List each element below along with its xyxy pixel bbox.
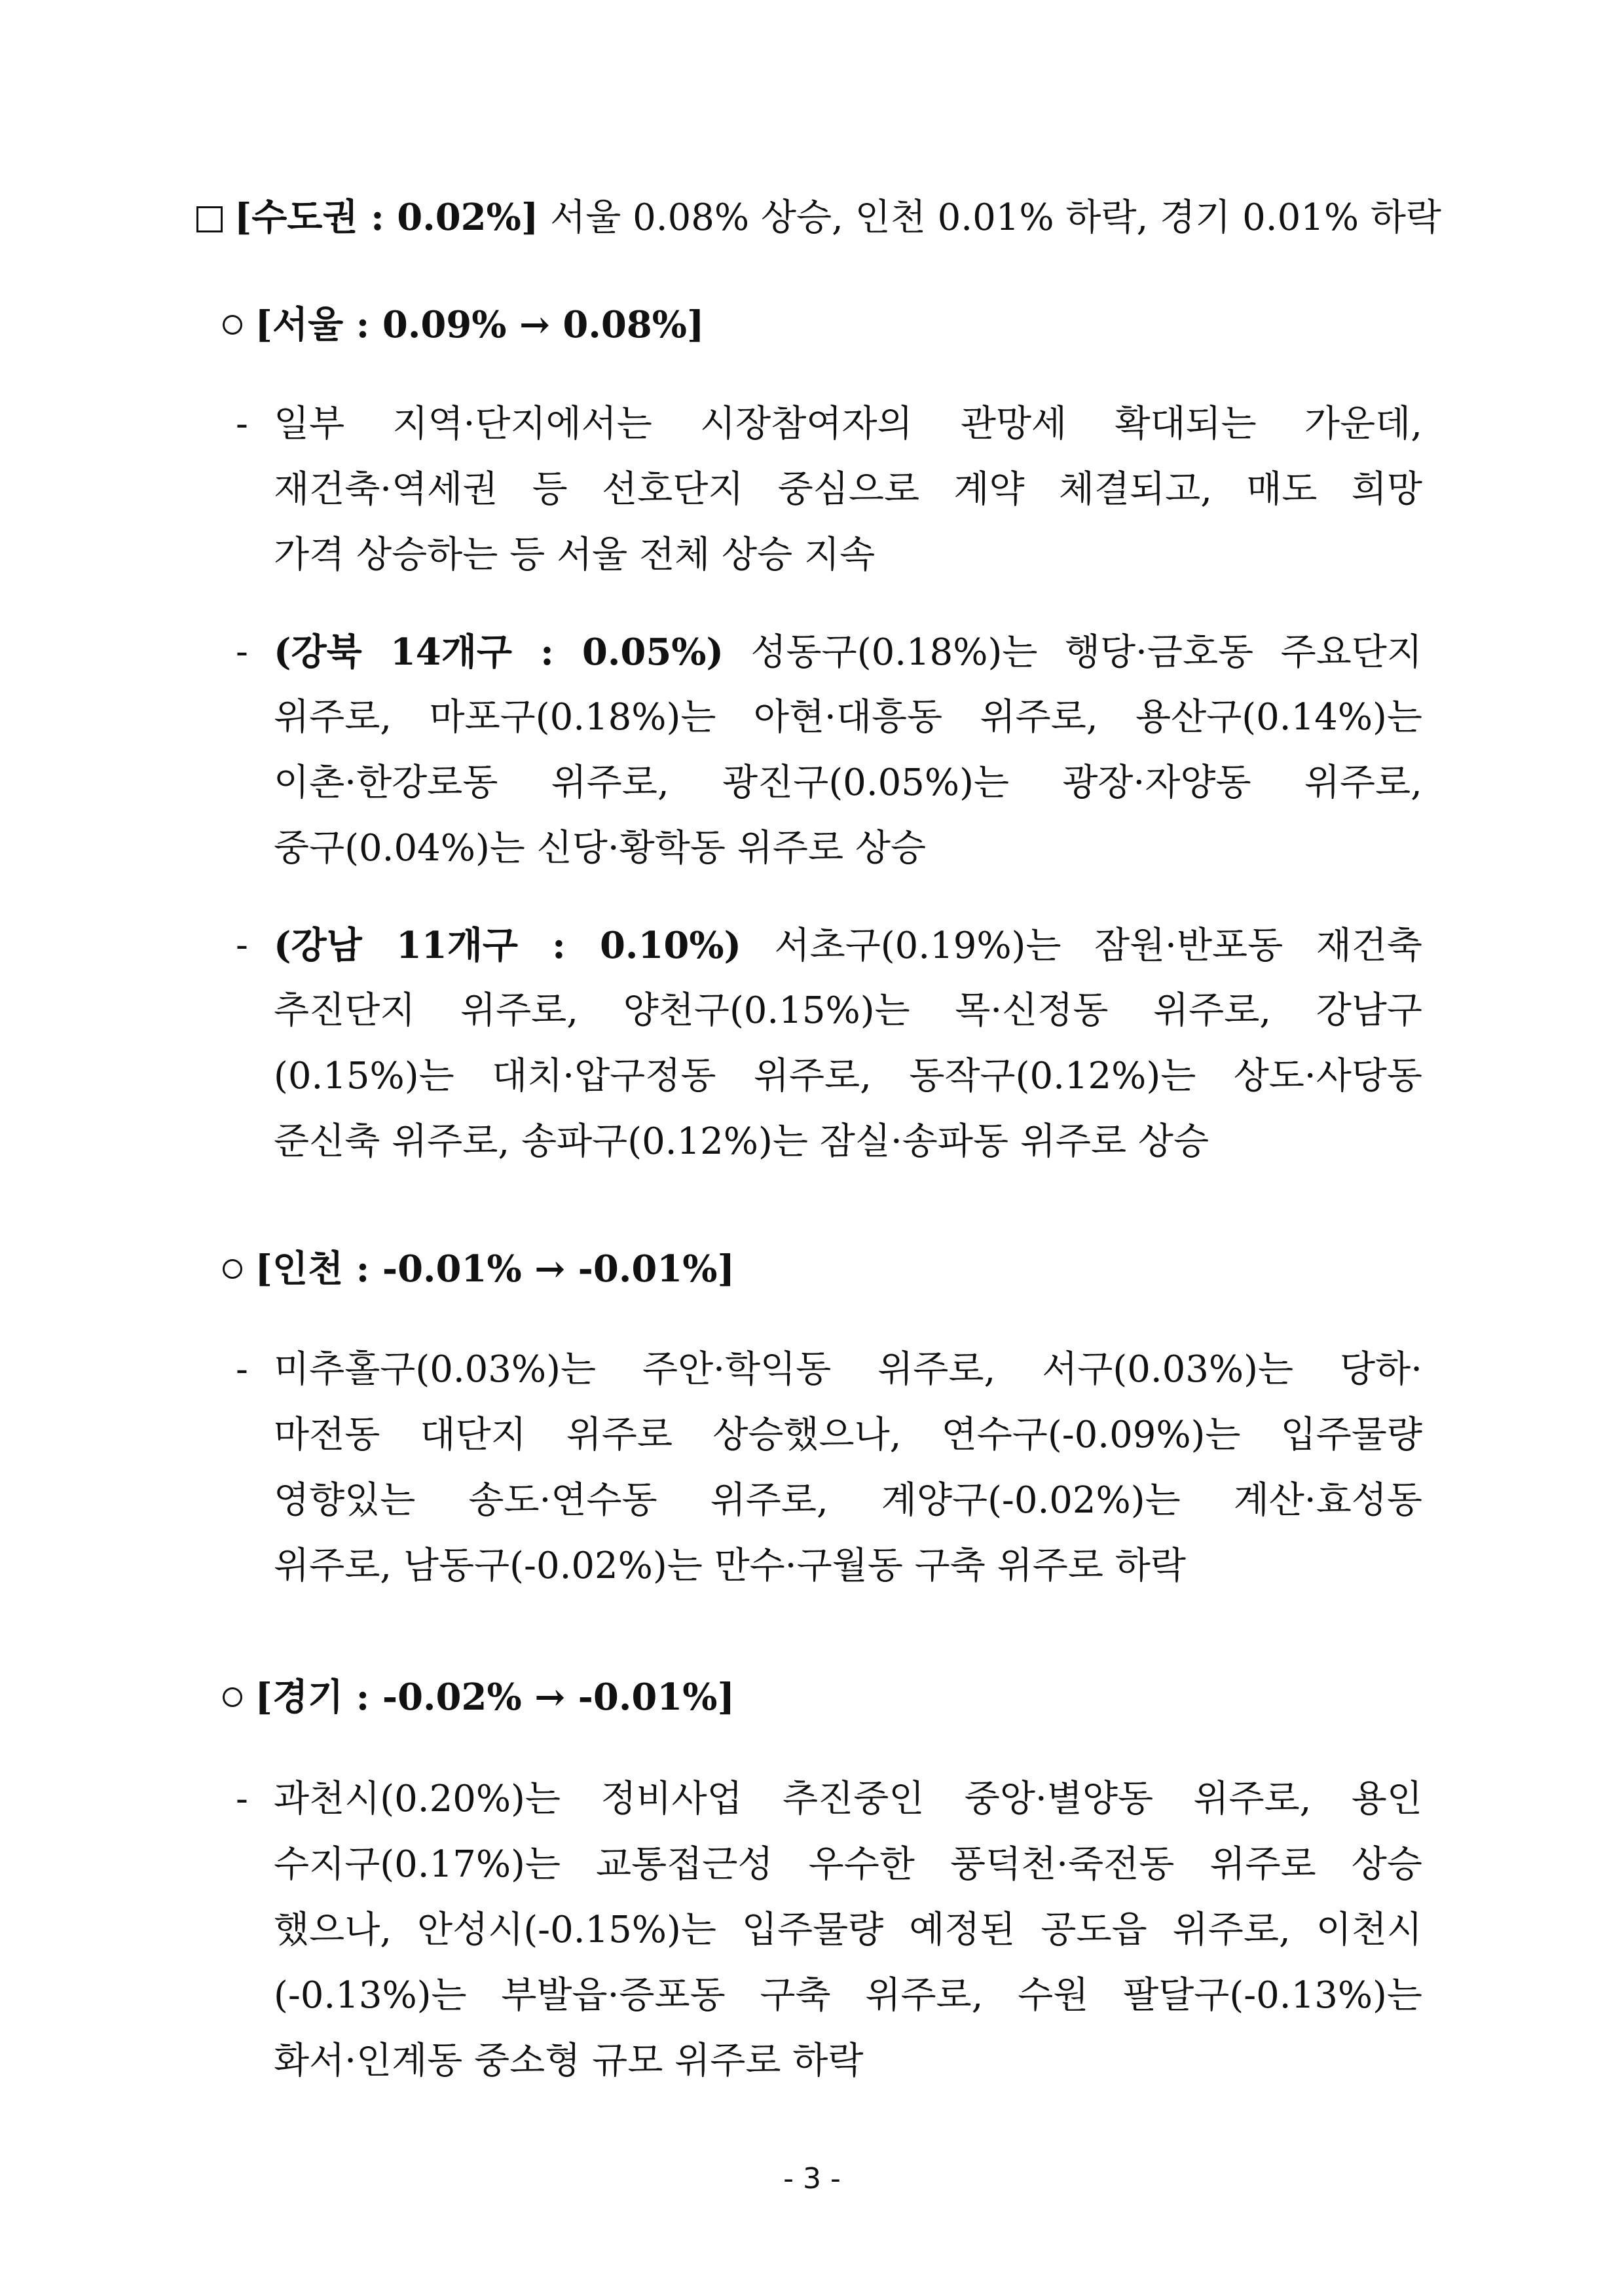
- incheon-line-4: 위주로, 남동구(-0.02%)는 만수·구월동 구축 위주로 하락: [274, 1545, 1186, 1587]
- section-summary: 서울 0.08% 상승, 인천 0.01% 하락, 경기 0.01% 하락: [550, 196, 1442, 239]
- incheon-line-3: 영향있는 송도·연수동 위주로, 계양구(-0.02%)는 계산·효성동: [274, 1479, 1422, 1522]
- seoul-general-line-2: 재건축·역세권 등 선호단지 중심으로 계약 체결되고, 매도 희망: [274, 468, 1422, 511]
- gangnam-line-3: (0.15%)는 대치·압구정동 위주로, 동작구(0.12%)는 상도·사당동: [274, 1055, 1422, 1097]
- seoul-title: [223, 301, 704, 348]
- bullet-circle-icon: [223, 1687, 242, 1707]
- gyeonggi-line-3: 했으나, 안성시(-0.15%)는 입주물량 예정된 공도읍 위주로, 이천시: [274, 1909, 1422, 1951]
- bullet-circle-icon: [223, 1259, 242, 1279]
- gangnam-text-1: 서초구(0.19%)는 잠원·반포동 재건축: [774, 925, 1422, 967]
- gyeonggi-title: [223, 1674, 735, 1721]
- dash-bullet: -: [236, 403, 248, 445]
- gyeonggi-line-4: (-0.13%)는 부발읍·증포동 구축 위주로, 수원 팔달구(-0.13%)는: [274, 1974, 1422, 2017]
- gyeonggi-line-5: 화서·인계동 중소형 규모 위주로 하락: [274, 2040, 864, 2082]
- seoul-general-line-1: 일부 지역·단지에서는 시장참여자의 관망세 확대되는 가운데,: [274, 403, 1422, 445]
- gangbuk-line-4: 중구(0.04%)는 신당·황학동 위주로 상승: [274, 827, 927, 870]
- seoul-title-text: [서울 : 0.09% → 0.08%]: [255, 303, 705, 346]
- dash-bullet: -: [236, 1778, 248, 1820]
- gangnam-label: (강남 11개구 : 0.10%): [274, 924, 742, 967]
- page-number: - 3 -: [783, 2162, 841, 2195]
- gangbuk-line-3: 이촌·한강로동 위주로, 광진구(0.05%)는 광장·자양동 위주로,: [274, 762, 1422, 804]
- gyeonggi-line-1: 과천시(0.20%)는 정비사업 추진중인 중앙·별양동 위주로, 용인: [274, 1778, 1422, 1820]
- checkbox-square-icon: [196, 206, 223, 232]
- dash-bullet: -: [236, 924, 248, 966]
- incheon-title: [223, 1245, 735, 1293]
- gyeonggi-title-text: [경기 : -0.02% → -0.01%]: [255, 1676, 735, 1719]
- section-heading: [196, 194, 1441, 242]
- bullet-circle-icon: [223, 315, 242, 335]
- gyeonggi-line-2: 수지구(0.17%)는 교통접근성 우수한 풍덕천·죽전동 위주로 상승: [274, 1843, 1422, 1886]
- section-heading-label: [수도권 : 0.02%]: [234, 196, 539, 239]
- gangnam-line-1: [274, 922, 1422, 970]
- incheon-title-text: [인천 : -0.01% → -0.01%]: [255, 1247, 735, 1291]
- gangbuk-text-1: 성동구(0.18%)는 행당·금호동 주요단지: [750, 631, 1422, 674]
- incheon-line-2: 마전동 대단지 위주로 상승했으나, 연수구(-0.09%)는 입주물량: [274, 1414, 1422, 1456]
- gangbuk-line-2: 위주로, 마포구(0.18%)는 아현·대흥동 위주로, 용산구(0.14%)는: [274, 696, 1422, 739]
- gangbuk-label: (강북 14개구 : 0.05%): [274, 631, 724, 674]
- incheon-line-1: 미추홀구(0.03%)는 주안·학익동 위주로, 서구(0.03%)는 당하·: [274, 1348, 1422, 1391]
- dash-bullet: -: [236, 631, 248, 673]
- gangnam-line-2: 추진단지 위주로, 양천구(0.15%)는 목·신정동 위주로, 강남구: [274, 989, 1422, 1032]
- gangnam-line-4: 준신축 위주로, 송파구(0.12%)는 잠실·송파동 위주로 상승: [274, 1120, 1209, 1163]
- seoul-general-line-3: 가격 상승하는 등 서울 전체 상승 지속: [274, 534, 876, 576]
- dash-bullet: -: [236, 1348, 248, 1391]
- gangbuk-line-1: [274, 629, 1422, 676]
